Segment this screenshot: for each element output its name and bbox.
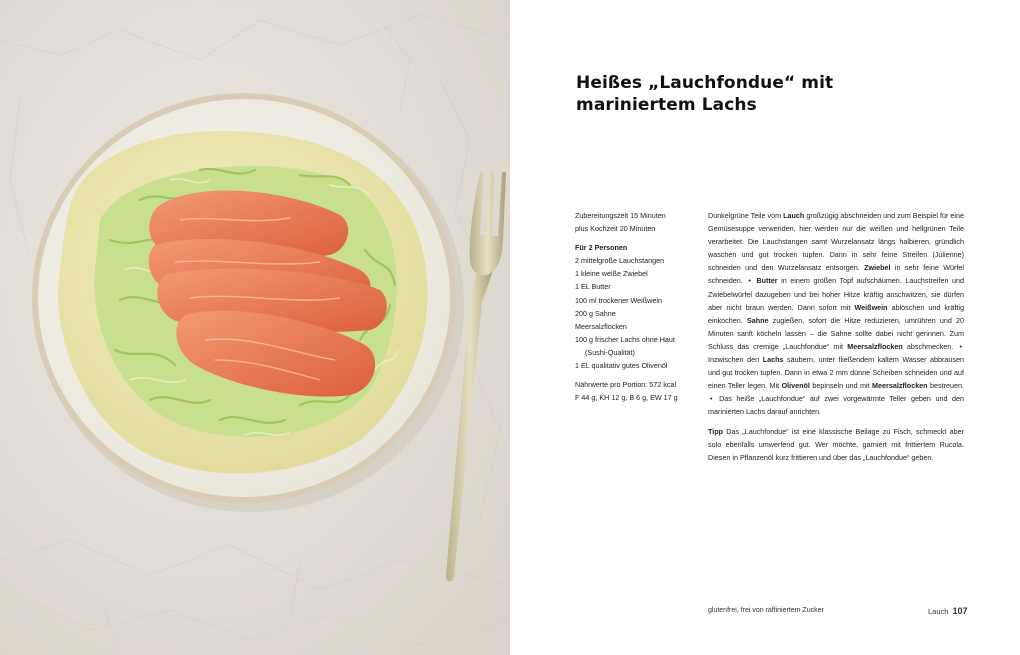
ingredient-item: (Sushi-Qualität) xyxy=(585,347,635,357)
ingredient-item: 2 mittelgroße Lauchstangen xyxy=(575,256,665,266)
ingredient-item: 1 EL Butter xyxy=(575,282,611,292)
bullet-separator: • xyxy=(748,276,751,286)
ingredient-item: 100 ml trockener Weißwein xyxy=(575,295,662,305)
ingredient-item: 100 g frischer Lachs ohne Haut xyxy=(575,334,675,344)
nutrition-line2: F 44 g, KH 12 g, B 6 g, EW 17 g xyxy=(575,393,678,403)
ingredient-item: 200 g Sahne xyxy=(575,308,616,318)
cook-time: plus Kochzeit 20 Minuten xyxy=(575,224,656,234)
method-paragraph: Dunkelgrüne Teile vom Lauch großzügig abschneiden und zum Beispiel für eine Gemüsesuppe verwenden, hier werden nur die weißen und hellgrünen Teile verarbeitet. Die Lauchstangen samt Wurzelansatz längs halbieren, gründlich waschen und gut trocken tupfen. Dann in sehr feine Streifen (Julienne) schneiden und den Wurzelansatz entsorgen. Zwiebel in sehr feine Würfel schneiden. • Butter in einem großen Topf aufschäumen. Lauchstreifen und Zwiebelwürfel dazugeben und bei hoher Hitze kräftig anschwitzen, sie dürfen aber nicht braun werden. Dann sofort mit Weißwein ablöschen und kräftig einkochen. Sahne zugießen, sofort die Hitze reduzieren, umrühren und 20 Minuten sanft köcheln lassen – die Sahne sollte dabei nicht gerinnen. Zum Schluss das cremige „Lauchfondue“ mit Meersalzflocken abschmecken. • Inzwischen den Lachs säubern, unter fließendem kaltem Wasser abbrausen und gut trocken tupfen. Dann in etwa 2 mm dünne Scheiben schneiden und auf einen Teller legen. Mit Olivenöl bepinseln und mit Meersalzflocken bestreuen. • Das heiße „Lauchfondue“ auf zwei vorgewärmte Teller geben und den marinierten Lachs darauf anrichten. xyxy=(708,211,965,417)
servings: Für 2 Personen xyxy=(575,243,628,253)
recipe-page xyxy=(510,0,1020,655)
ingredients-column xyxy=(575,209,700,404)
nutrition-line1: Nährwerte pro Portion: 572 kcal xyxy=(575,380,677,390)
recipe-title-line2: mariniertem Lachs xyxy=(576,95,757,115)
recipe-title xyxy=(576,72,936,116)
ingredient-item: 1 kleine weiße Zwiebel xyxy=(575,269,648,279)
tip-label: Tipp xyxy=(708,426,724,436)
page-number: 107 xyxy=(952,606,968,616)
ingredient-item: 1 EL qualitativ gutes Olivenöl xyxy=(575,361,668,371)
bullet-separator: • xyxy=(959,341,963,351)
bullet-separator: • xyxy=(710,394,713,404)
tip-paragraph xyxy=(708,425,964,464)
ingredient-item: Meersalzflocken xyxy=(575,321,627,331)
method-column xyxy=(708,209,964,464)
recipe-title-line1: Heißes „Lauchfondue“ mit xyxy=(576,73,834,93)
diet-note: glutenfrei, frei von raffiniertem Zucker xyxy=(708,607,824,614)
prep-time: Zubereitungszeit 15 Minuten xyxy=(575,211,666,220)
page-footer xyxy=(928,606,967,616)
section-name: Lauch xyxy=(928,607,949,616)
tip-text: Das „Lauchfondue“ ist eine klassische Beilage zu Fisch, schmeckt aber solo ebenfalls umwerfend gut. Wer möchte, garniert mit frittiertem Rucola. Diesen in Pflanzenöl kurz frittieren und über das „Lauchfondue“ geben. xyxy=(708,426,964,462)
